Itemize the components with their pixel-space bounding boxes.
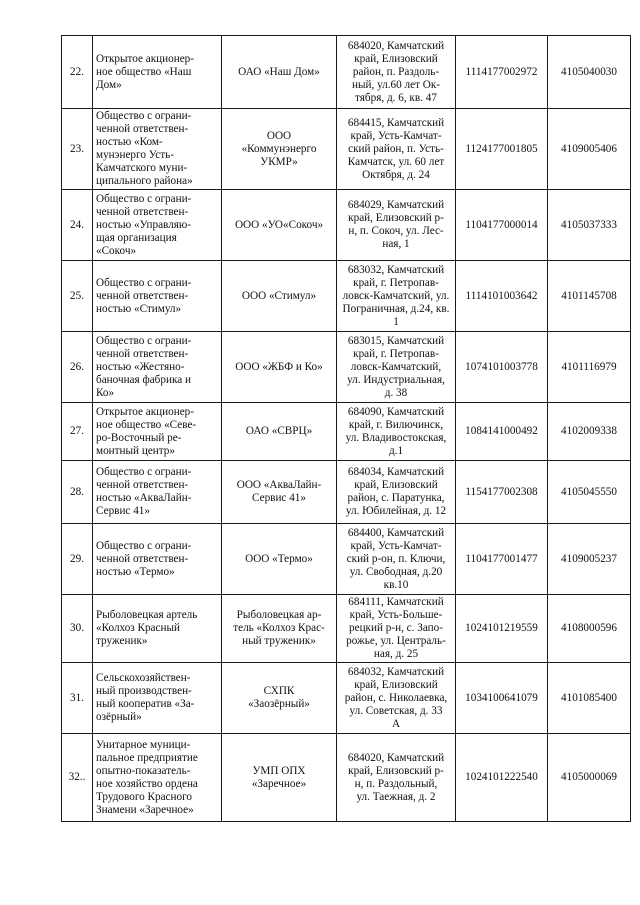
ogrn: 1024101219559 (456, 595, 548, 663)
table-row (62, 663, 631, 734)
table-row (62, 190, 631, 261)
table-row (62, 36, 631, 109)
ogrn: 1114177002972 (456, 36, 548, 109)
table-row (62, 261, 631, 332)
inn: 4109005237 (548, 524, 631, 595)
short-name: УМП ОПХ «Заречное» (222, 734, 337, 822)
organization-name: Открытое акционер- ное общество «Севе- ро-Восточный ре- монтный центр» (93, 403, 222, 461)
ogrn: 1034100641079 (456, 663, 548, 734)
row-number: 29. (62, 524, 93, 595)
short-name: ООО «Термо» (222, 524, 337, 595)
inn: 4108000596 (548, 595, 631, 663)
ogrn: 1074101003778 (456, 332, 548, 403)
short-name: ООО «АкваЛайн- Сервис 41» (222, 461, 337, 524)
address: 684020, Камчатский край, Елизовский р- н, п. Раздольный, ул. Таежная, д. 2 (337, 734, 456, 822)
ogrn: 1114101003642 (456, 261, 548, 332)
short-name: Рыболовецкая ар- тель «Колхоз Крас- ный труженик» (222, 595, 337, 663)
organization-name: Рыболовецкая артель «Колхоз Красный труженик» (93, 595, 222, 663)
organization-name: Общество с ограни- ченной ответствен- ностью «Жестяно- баночная фабрика и Ко» (93, 332, 222, 403)
row-number: 22. (62, 36, 93, 109)
row-number: 32.. (62, 734, 93, 822)
table-row (62, 403, 631, 461)
row-number: 31. (62, 663, 93, 734)
address: 684029, Камчатский край, Елизовский р- н, п. Сокоч, ул. Лес- ная, 1 (337, 190, 456, 261)
address: 684034, Камчатский край, Елизовский район, с. Паратунка, ул. Юбилейная, д. 12 (337, 461, 456, 524)
address: 683015, Камчатский край, г. Петропав- ловск-Камчатский, ул. Индустриальная, д. 38 (337, 332, 456, 403)
inn: 4101085400 (548, 663, 631, 734)
short-name: ООО «ЖБФ и Ко» (222, 332, 337, 403)
organization-name: Открытое акционер- ное общество «Наш Дом» (93, 36, 222, 109)
ogrn: 1124177001805 (456, 109, 548, 190)
ogrn: 1154177002308 (456, 461, 548, 524)
organization-name: Общество с ограни- ченной ответствен- ностью «Управляю- щая организация «Сокоч» (93, 190, 222, 261)
organization-name: Общество с ограни- ченной ответствен- ностью «Термо» (93, 524, 222, 595)
row-number: 25. (62, 261, 93, 332)
short-name: ООО «УО«Сокоч» (222, 190, 337, 261)
organization-name: Общество с ограни- ченной ответствен- ностью «Стимул» (93, 261, 222, 332)
inn: 4105040030 (548, 36, 631, 109)
row-number: 28. (62, 461, 93, 524)
ogrn: 1024101222540 (456, 734, 548, 822)
ogrn: 1084141000492 (456, 403, 548, 461)
table-row (62, 734, 631, 822)
table-body (62, 36, 631, 822)
table-row (62, 595, 631, 663)
address: 684111, Камчатский край, Усть-Большe- рецкий р-н, с. Запо- рожье, ул. Централь- ная, д. 25 (337, 595, 456, 663)
table-row (62, 109, 631, 190)
inn: 4105045550 (548, 461, 631, 524)
address: 684032, Камчатский край, Елизовский район, с. Николаевка, ул. Советская, д. 33 А (337, 663, 456, 734)
organization-name: Общество с ограни- ченной ответствен- ностью «АкваЛайн- Сервис 41» (93, 461, 222, 524)
inn: 4105037333 (548, 190, 631, 261)
inn: 4102009338 (548, 403, 631, 461)
address: 684090, Камчатский край, г. Вилючинск, ул. Владивостокская, д.1 (337, 403, 456, 461)
address: 683032, Камчатский край, г. Петропав- ловск-Камчатский, ул. Пограничная, д.24, кв. 1 (337, 261, 456, 332)
short-name: СХПК «Заозёрный» (222, 663, 337, 734)
row-number: 24. (62, 190, 93, 261)
short-name: ООО «Коммунэнерго УКМР» (222, 109, 337, 190)
row-number: 26. (62, 332, 93, 403)
organization-name: Унитарное муници- пальное предприятие опытно-показатель- ное хозяйство ордена Трудового Красного Знамени «Заречное» (93, 734, 222, 822)
organization-name: Сельскохозяйствен- ный производствен- ный кооператив «За- озёрный» (93, 663, 222, 734)
inn: 4101116979 (548, 332, 631, 403)
inn: 4101145708 (548, 261, 631, 332)
address: 684415, Камчатский край, Усть-Камчат- ский район, п. Усть- Камчатск, ул. 60 лет Октября, д. 24 (337, 109, 456, 190)
address: 684400, Камчатский край, Усть-Камчат- ский р-он, п. Ключи, ул. Свободная, д.20 кв.10 (337, 524, 456, 595)
address: 684020, Камчатский край, Елизовский район, п. Раздоль- ный, ул.60 лет Ок- тября, д. 6, кв. 47 (337, 36, 456, 109)
row-number: 23. (62, 109, 93, 190)
ogrn: 1104177001477 (456, 524, 548, 595)
row-number: 27. (62, 403, 93, 461)
organizations-table (61, 35, 631, 822)
short-name: ОАО «Наш Дом» (222, 36, 337, 109)
organization-name: Общество с ограни- ченной ответствен- ностью «Ком- мунэнерго Усть- Камчатского муни- ципального района» (93, 109, 222, 190)
table-row (62, 524, 631, 595)
ogrn: 1104177000014 (456, 190, 548, 261)
table-row (62, 332, 631, 403)
row-number: 30. (62, 595, 93, 663)
inn: 4105000069 (548, 734, 631, 822)
short-name: ОАО «СВРЦ» (222, 403, 337, 461)
table-row (62, 461, 631, 524)
inn: 4109005406 (548, 109, 631, 190)
short-name: ООО «Стимул» (222, 261, 337, 332)
